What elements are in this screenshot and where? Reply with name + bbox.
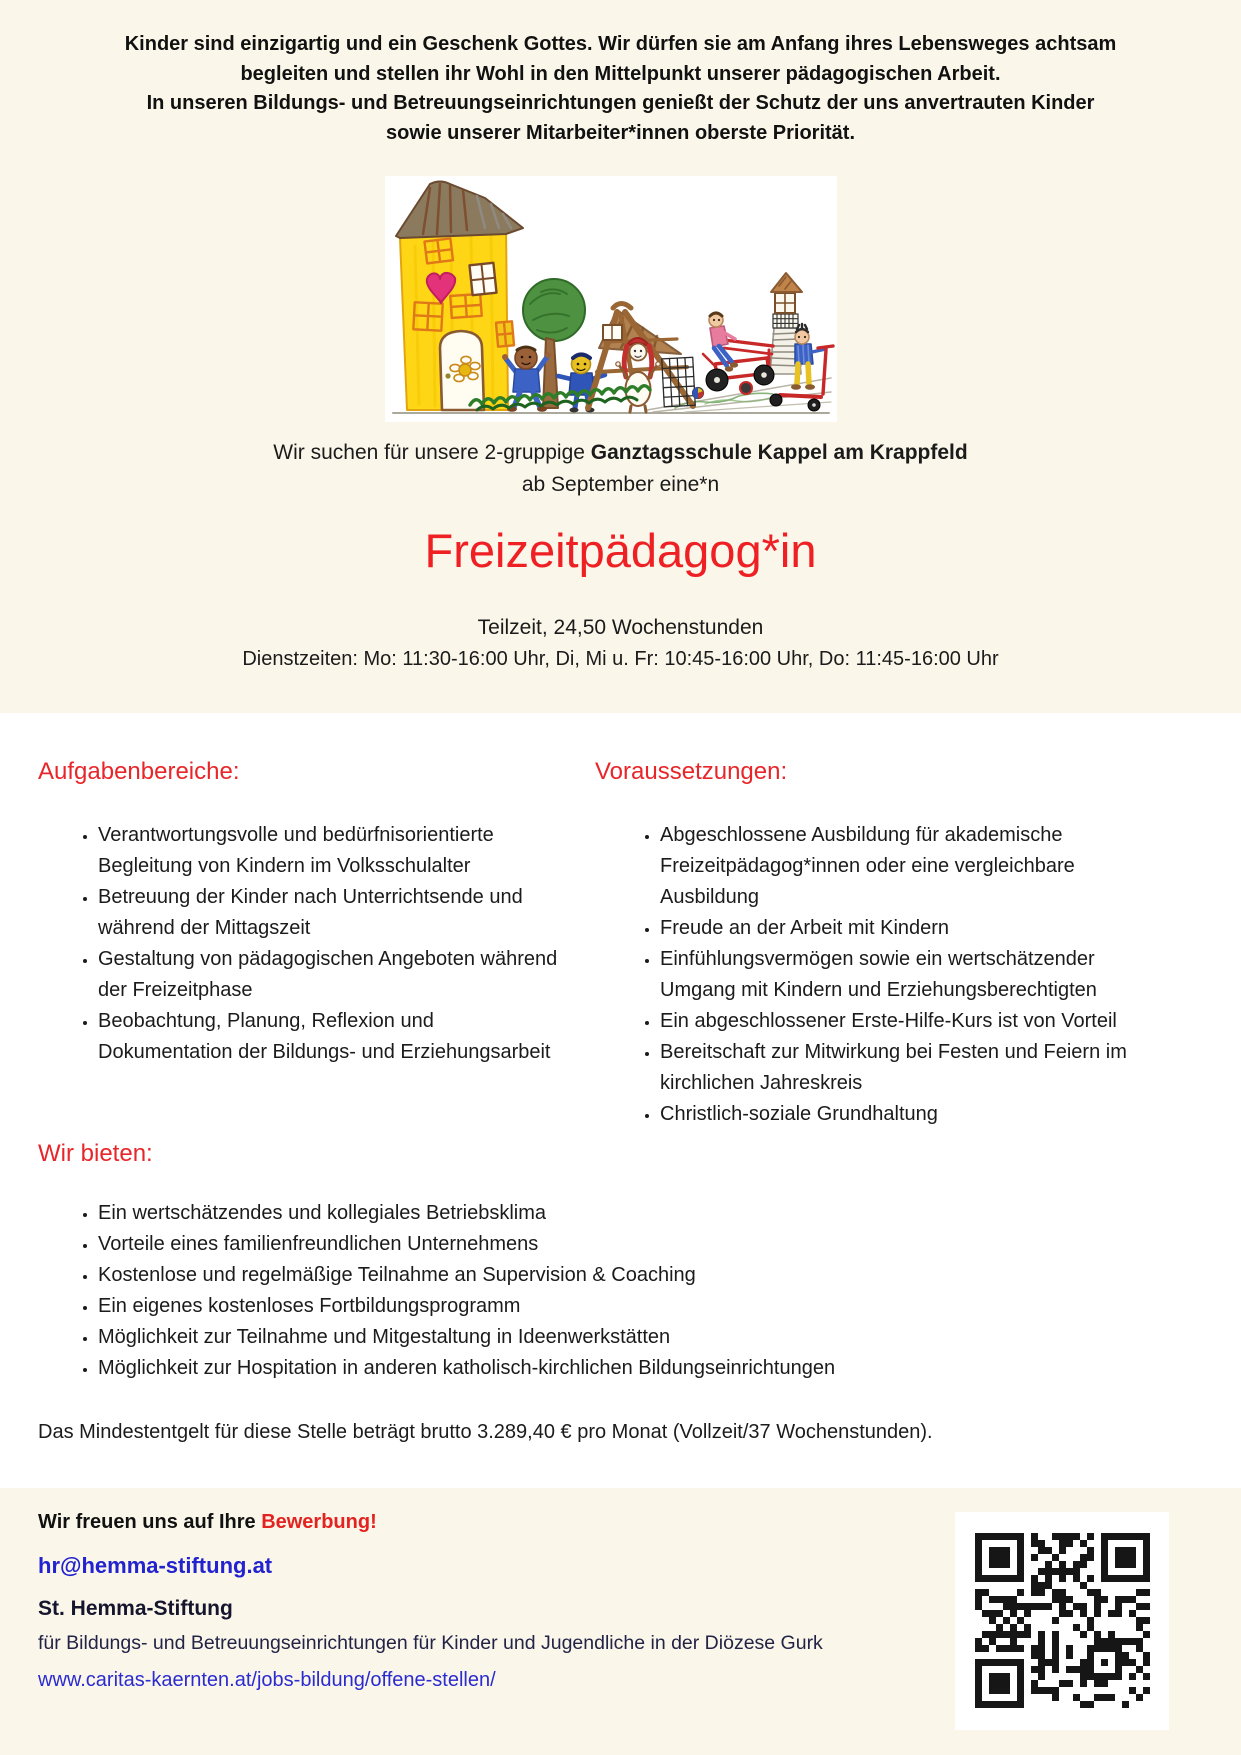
offer-item: • Möglichkeit zur Teilnahme und Mitgestaltung in Ideenwerkstätten xyxy=(98,1322,1158,1353)
tasks-heading: Aufgabenbereiche: xyxy=(38,758,240,785)
tasks-list xyxy=(38,820,563,1068)
offer-heading: Wir bieten: xyxy=(38,1140,153,1167)
offer-item: • Vorteile eines familienfreundlichen Unternehmens xyxy=(98,1229,1158,1260)
organization-subtitle: für Bildungs- und Betreuungseinrichtungen für Kinder und Jugendliche in der Diözese Gurk xyxy=(38,1632,823,1654)
job-hours: Teilzeit, 24,50 Wochenstunden xyxy=(477,616,764,639)
task-item: • Beobachtung, Planung, Reflexion und Dokumentation der Bildungs- und Erziehungsarbeit xyxy=(98,1006,563,1068)
position-intro-line2: ab September eine*n xyxy=(521,473,720,496)
requirement-item: • Bereitschaft zur Mitwirkung bei Festen und Feiern im kirchlichen Jahreskreis xyxy=(660,1037,1150,1099)
offer-item: • Kostenlose und regelmäßige Teilnahme an Supervision & Coaching xyxy=(98,1260,1158,1291)
children-drawing-svg xyxy=(385,176,837,422)
job-title: Freizeitpädagog*in xyxy=(424,524,817,577)
salary-note: Das Mindestentgelt für diese Stelle beträgt brutto 3.289,40 € pro Monat (Vollzeit/37 Wochenstunden). xyxy=(38,1421,933,1443)
requirement-item: • Abgeschlossene Ausbildung für akademische Freizeitpädagog*innen oder eine vergleichbare Ausbildung xyxy=(660,820,1150,913)
website-link[interactable]: www.caritas-kaernten.at/jobs-bildung/offene-stellen/ xyxy=(38,1669,496,1691)
intro-text xyxy=(0,30,1241,148)
intro-line: begleiten und stellen ihr Wohl in den Mittelpunkt unserer pädagogischen Arbeit. xyxy=(240,62,1001,85)
offer-item: • Möglichkeit zur Hospitation in anderen katholisch-kirchlichen Bildungseinrichtungen xyxy=(98,1353,1158,1384)
requirement-item: • Freude an der Arbeit mit Kindern xyxy=(660,913,1150,944)
children-drawing xyxy=(385,176,837,422)
qr-code xyxy=(975,1533,1150,1708)
offer-item: • Ein wertschätzendes und kollegiales Betriebsklima xyxy=(98,1198,1158,1229)
email-link[interactable]: hr@hemma-stiftung.at xyxy=(38,1553,273,1578)
requirement-item: • Ein abgeschlossener Erste-Hilfe-Kurs ist von Vorteil xyxy=(660,1006,1150,1037)
task-item: • Betreuung der Kinder nach Unterrichtsende und während der Mittagszeit xyxy=(98,882,563,944)
intro-line: sowie unserer Mitarbeiter*innen oberste Priorität. xyxy=(385,121,855,144)
school-name: Ganztagsschule Kappel am Krappfeld xyxy=(590,441,968,464)
position-intro-line: Wir suchen für unsere 2-gruppige Ganztagsschule Kappel am Krappfeld xyxy=(273,441,968,464)
intro-line: In unseren Bildungs- und Betreuungseinrichtungen genießt der Schutz der uns anvertrauten Kinder xyxy=(146,92,1095,114)
requirements-list xyxy=(595,820,1150,1130)
qr-code-box xyxy=(955,1512,1169,1730)
requirement-item: • Einfühlungsvermögen sowie ein wertschätzender Umgang mit Kindern und Erziehungsberechtigten xyxy=(660,944,1150,1006)
organization-name: St. Hemma-Stiftung xyxy=(38,1597,233,1620)
requirement-item: • Christlich-soziale Grundhaltung xyxy=(660,1099,1150,1130)
intro-line: Kinder sind einzigartig und ein Geschenk Gottes. Wir dürfen sie am Anfang ihres Lebensweges achtsam xyxy=(124,33,1117,55)
cta-highlight: Bewerbung! xyxy=(261,1511,377,1533)
offer-item: • Ein eigenes kostenloses Fortbildungsprogramm xyxy=(98,1291,1158,1322)
job-schedule: Dienstzeiten: Mo: 11:30-16:00 Uhr, Di, Mi u. Fr: 10:45-16:00 Uhr, Do: 11:45-16:00 Uhr xyxy=(242,648,999,670)
offer-list xyxy=(38,1198,1158,1384)
task-item: • Gestaltung von pädagogischen Angeboten während der Freizeitphase xyxy=(98,944,563,1006)
task-item: • Verantwortungsvolle und bedürfnisorientierte Begleitung von Kindern im Volksschulalter xyxy=(98,820,563,882)
requirements-heading: Voraussetzungen: xyxy=(595,758,788,785)
application-cta: Wir freuen uns auf Ihre Bewerbung! xyxy=(38,1511,377,1533)
